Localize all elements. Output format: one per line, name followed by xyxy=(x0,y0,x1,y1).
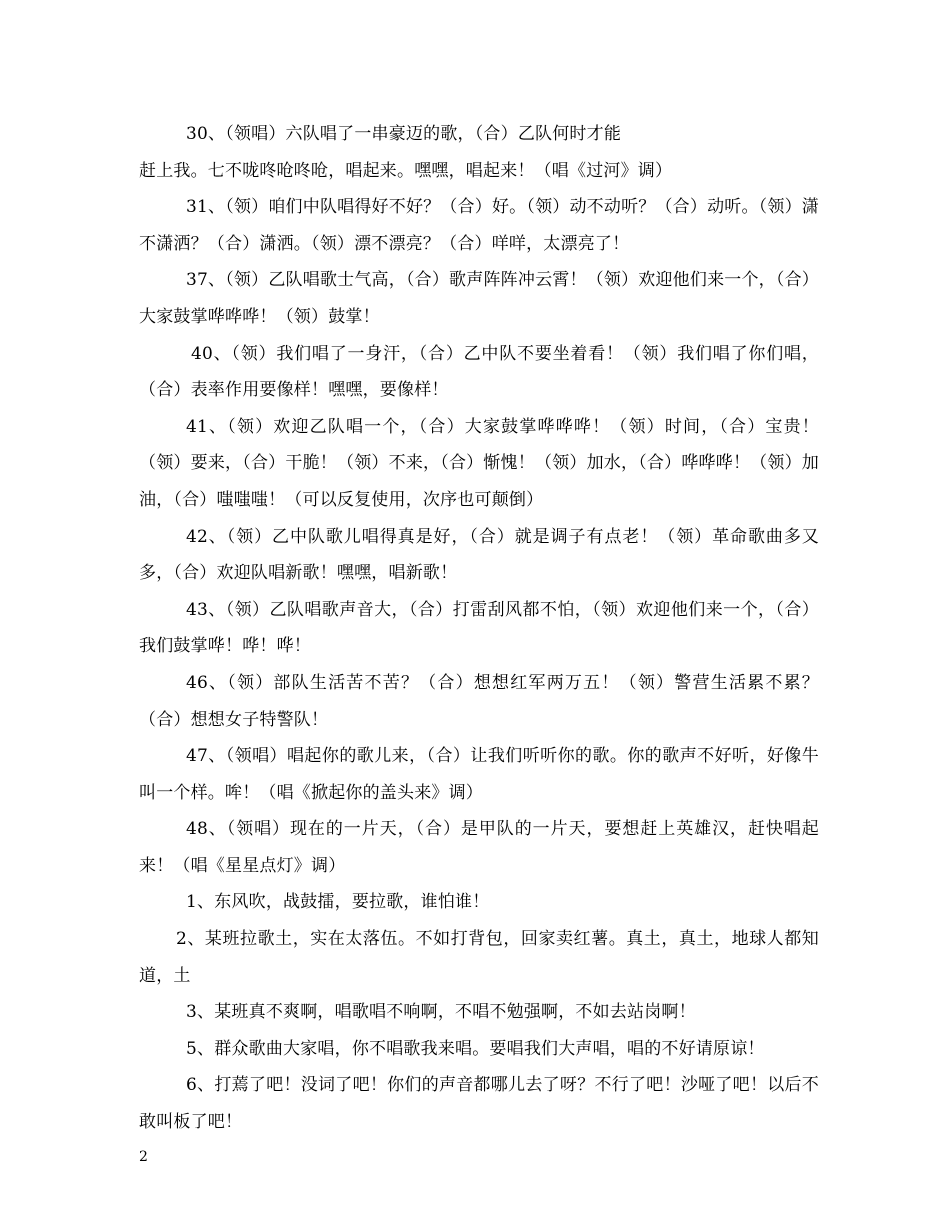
paragraph-6: 6、打蔫了吧！没词了吧！你们的声音都哪儿去了呀？不行了吧！沙哑了吧！以后不敢叫板了吧！ xyxy=(139,1075,819,1133)
paragraph-47: 47、（领唱）唱起你的歌儿来，（合）让我们听听你的歌。你的歌声不好听，好像牛叫一个样。哞！（唱《掀起你的盖头来》调） xyxy=(139,746,819,803)
paragraph-43: 43、（领）乙队唱歌声音大，（合）打雷刮风都不怕，（领）欢迎他们来一个，（合）我们鼓掌哗！哗！哗！ xyxy=(139,599,819,657)
paragraph-30-line-1: 30、（领唱）六队唱了一串豪迈的歌，（合）乙队何时才能 xyxy=(186,124,622,144)
paragraph-30-line-2: 赶上我。七不咙咚呛咚呛，唱起来。嘿嘿，唱起来！（唱《过河》调） xyxy=(139,160,673,181)
paragraph-46: 46、（领）部队生活苦不苦？（合）想想红军两万五！（领）警营生活累不累？（合）想想女子特警队！ xyxy=(139,672,819,730)
paragraph-5: 5、群众歌曲大家唱，你不唱歌我来唱。要唱我们大声唱，唱的不好请原谅！ xyxy=(186,1038,765,1059)
paragraph-1: 1、东风吹，战鼓擂，要拉歌，谁怕谁！ xyxy=(186,892,490,913)
paragraph-42: 42、（领）乙中队歌儿唱得真是好，（合）就是调子有点老！（领）革命歌曲多又多，（合）欢迎队唱新歌！嘿嘿，唱新歌！ xyxy=(139,526,819,584)
page-number: 2 xyxy=(139,1149,148,1165)
document-body xyxy=(139,116,819,1141)
paragraph-31: 31、（领）咱们中队唱得好不好？（合）好。（领）动不动听？（合）动听。（领）潇不潇洒？（合）潇洒。（领）漂不漂亮？（合）咩咩，太漂亮了！ xyxy=(139,197,819,254)
paragraph-40: 40、（领）我们唱了一身汗，（合）乙中队不要坐着看！（领）我们唱了你们唱，（合）表率作用要像样！嘿嘿，要像样！ xyxy=(139,343,819,401)
paragraph-48: 48、（领唱）现在的一片天，（合）是甲队的一片天，要想赶上英雄汉，赶快唱起来！（唱《星星点灯》调） xyxy=(139,819,819,876)
paragraph-2: 2、某班拉歌土，实在太落伍。不如打背包，回家卖红薯。真土，真土，地球人都知道，土 xyxy=(139,929,819,986)
paragraph-3: 3、某班真不爽啊，唱歌唱不响啊，不唱不勉强啊，不如去站岗啊！ xyxy=(186,1002,696,1023)
paragraph-41: 41、（领）欢迎乙队唱一个，（合）大家鼓掌哗哗哗！（领）时间，（合）宝贵！（领）要来，（合）干脆！（领）不来，（合）惭愧！（领）加水，（合）哗哗哗！（领）加油，（合）嗤嗤嗤！（可以反复使用，次序也可颠倒） xyxy=(139,416,819,510)
paragraph-37: 37、（领）乙队唱歌士气高，（合）歌声阵阵冲云霄！（领）欢迎他们来一个，（合）大家鼓掌哗哗哗！（领）鼓掌！ xyxy=(139,270,819,327)
paragraph-30 xyxy=(139,116,819,189)
